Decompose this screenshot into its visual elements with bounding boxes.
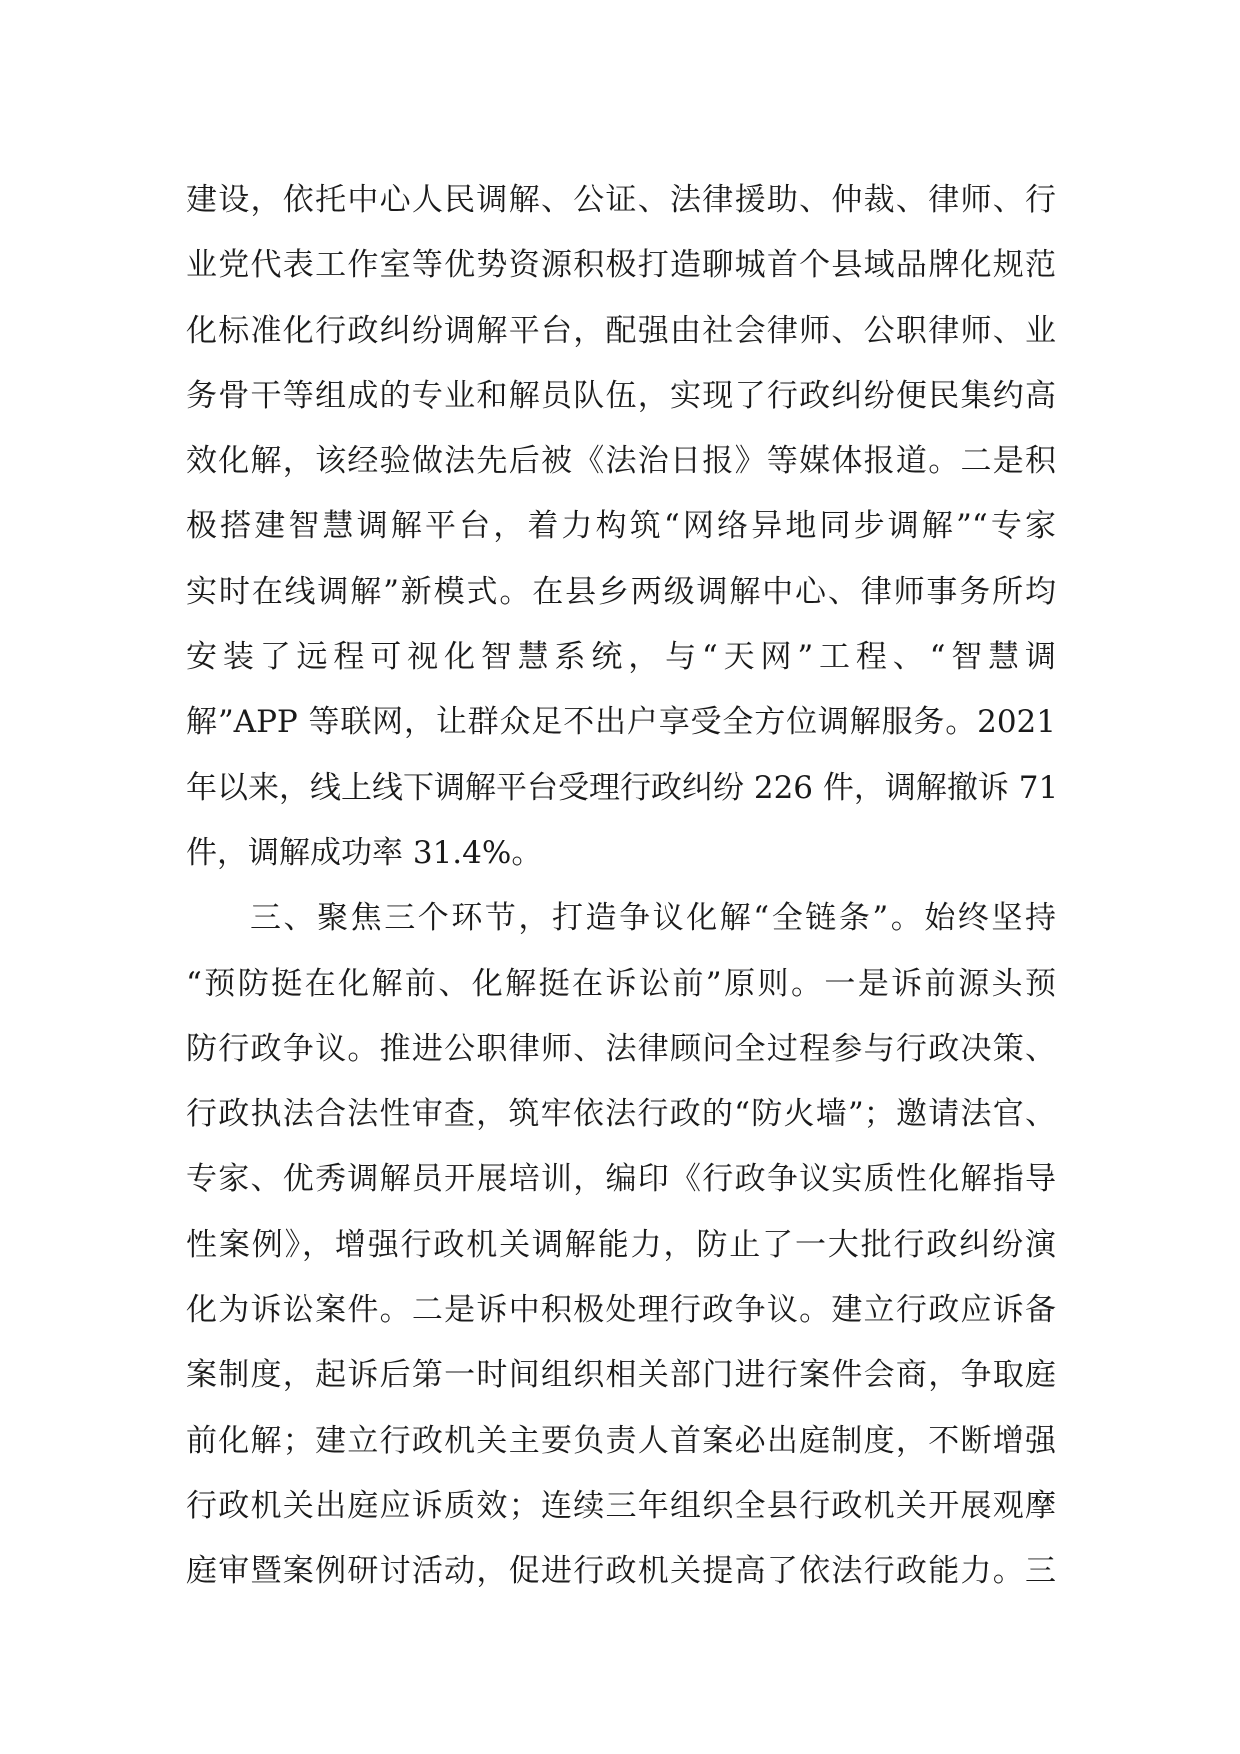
text-line: 行政机关出庭应诉质效；连续三年组织全县行政机关开展观摩 bbox=[186, 1487, 1056, 1524]
text-line: 化标准化行政纠纷调解平台，配强由社会律师、公职律师、业 bbox=[186, 312, 1056, 349]
text-line: 案制度，起诉后第一时间组织相关部门进行案件会商，争取庭 bbox=[186, 1357, 1056, 1394]
text-line: 化为诉讼案件。二是诉中积极处理行政争议。建立行政应诉备 bbox=[186, 1292, 1056, 1329]
text-line: 务骨干等组成的专业和解员队伍，实现了行政纠纷便民集约高 bbox=[186, 377, 1056, 414]
text-line: 行政执法合法性审查，筑牢依法行政的“防火墙”；邀请法官、 bbox=[186, 1096, 1056, 1133]
text-line: 建设，依托中心人民调解、公证、法律援助、仲裁、律师、行 bbox=[186, 182, 1056, 218]
text-line: 实时在线调解”新模式。在县乡两级调解中心、律师事务所均 bbox=[186, 573, 1056, 610]
text-line: 年以来，线上线下调解平台受理行政纠纷 226 件，调解撤诉 71 bbox=[186, 769, 1059, 806]
text-line: 庭审暨案例研讨活动，促进行政机关提高了依法行政能力。三 bbox=[186, 1553, 1056, 1590]
section-heading-line: 三、聚焦三个环节，打造争议化解“全链条”。始终坚持 bbox=[250, 900, 1056, 937]
text-line: 专家、优秀调解员开展培训，编印《行政争议实质性化解指导 bbox=[186, 1161, 1056, 1198]
text-line: 安装了远程可视化智慧系统，与“天网”工程、“智慧调 bbox=[186, 639, 1056, 676]
text-line: 前化解；建立行政机关主要负责人首案必出庭制度，不断增强 bbox=[186, 1422, 1056, 1459]
text-line: 解”APP 等联网，让群众足不出户享受全方位调解服务。2021 bbox=[186, 704, 1056, 741]
text-line: 性案例》，增强行政机关调解能力，防止了一大批行政纠纷演 bbox=[186, 1226, 1056, 1263]
text-line: 件，调解成功率 31.4%。 bbox=[186, 834, 543, 871]
body-text bbox=[186, 168, 1059, 1605]
text-line: 防行政争议。推进公职律师、法律顾问全过程参与行政决策、 bbox=[186, 1030, 1056, 1067]
text-line: 极搭建智慧调解平台，着力构筑“网络异地同步调解”“专家 bbox=[186, 508, 1056, 545]
text-line: 业党代表工作室等优势资源积极打造聊城首个县域品牌化规范 bbox=[186, 247, 1056, 284]
text-line: “预防挺在化解前、化解挺在诉讼前”原则。一是诉前源头预 bbox=[186, 965, 1056, 1002]
text-line: 效化解，该经验做法先后被《法治日报》等媒体报道。二是积 bbox=[186, 443, 1056, 480]
